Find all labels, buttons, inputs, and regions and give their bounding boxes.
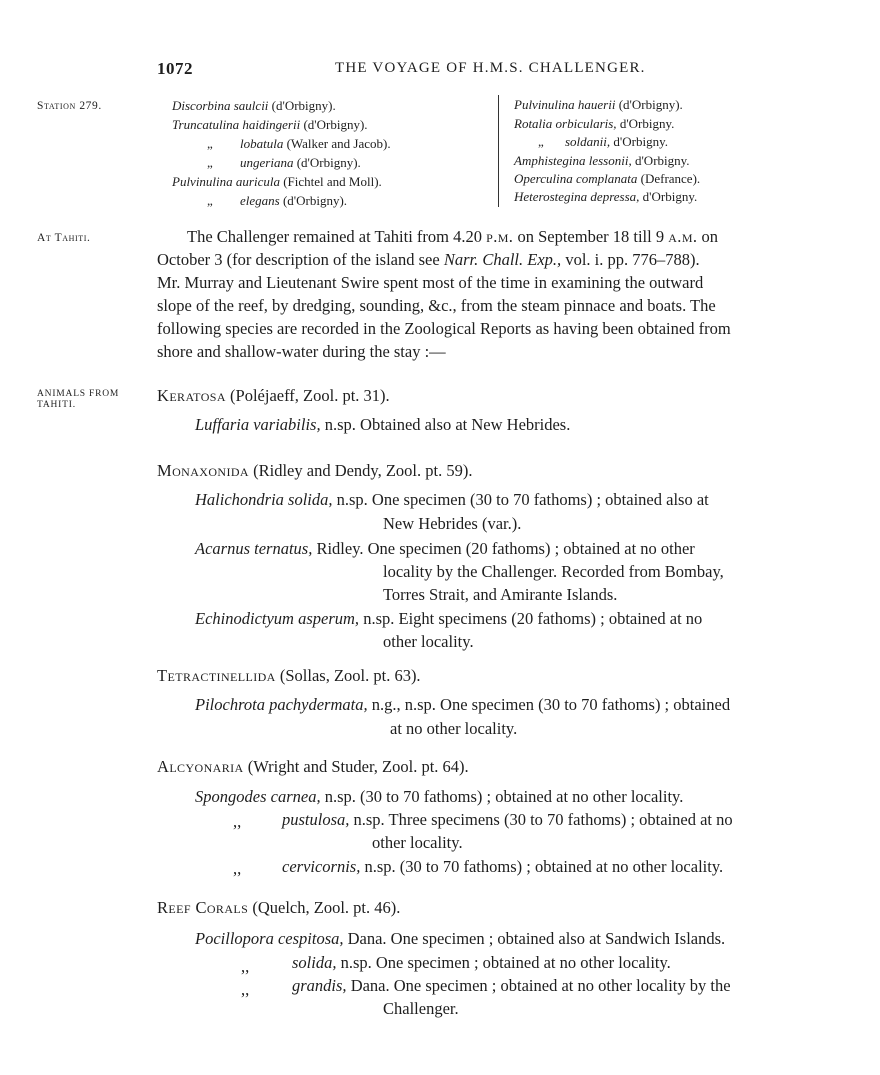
species-entry: Luffaria variabilis, n.sp. Obtained also at New Hebrides. [195,415,571,434]
species-continuation: Challenger. [383,999,459,1018]
species-continuation: other locality. [383,632,474,651]
species-continuation: New Hebrides (var.). [383,514,522,533]
species-entry: pustulosa, n.sp. Three specimens (30 to 70 fathoms) ; obtained at no [282,810,733,829]
species-entry: „ [538,134,544,149]
species-entry: Halichondria solida, n.sp. One specimen (30 to 70 fathoms) ; obtained also at [195,490,709,509]
paragraph-line: following species are recorded in the Zoological Reports as having been obtained from [157,319,731,338]
page-number: 1072 [157,59,193,78]
group-heading: Alcyonaria (Wright and Studer, Zool. pt. 64). [157,757,469,776]
species-continuation: at no other locality. [390,719,518,738]
species-entry: elegans (d'Orbigny). [240,193,348,208]
species-entry: Heterostegina depressa, d'Orbigny. [514,189,698,204]
species-entry: „ [207,136,213,151]
species-entry: Spongodes carnea, n.sp. (30 to 70 fathoms) ; obtained at no other locality. [195,787,684,806]
species-entry: Amphistegina lessonii, d'Orbigny. [514,153,690,168]
species-entry: Truncatulina haidingerii (d'Orbigny). [172,117,368,132]
animals-side-label: ANIMALS FROM TAHITI. [37,389,120,410]
species-entry: Rotalia orbicularis, d'Orbigny. [514,116,675,131]
group-heading: Reef Corals (Quelch, Zool. pt. 46). [157,898,401,917]
paragraph-line: shore and shallow-water during the stay :— [157,342,446,361]
column-divider [498,95,499,207]
species-entry: ungeriana (d'Orbigny). [240,155,361,170]
species-entry: grandis, Dana. One specimen ; obtained at no other locality by the [292,976,731,995]
ditto-mark: ,, [241,980,250,999]
ditto-mark: ,, [241,957,250,976]
group-heading: Monaxonida (Ridley and Dendy, Zool. pt. 59). [157,461,473,480]
tahiti-side-label: At Tahiti. [37,232,91,244]
species-entry: Echinodictyum asperum, n.sp. Eight specimens (20 fathoms) ; obtained at no [195,609,703,628]
species-entry: Pocillopora cespitosa, Dana. One specimen ; obtained also at Sandwich Islands. [195,929,726,948]
species-entry: Pilochrota pachydermata, n.g., n.sp. One specimen (30 to 70 fathoms) ; obtained [195,695,731,714]
running-title: THE VOYAGE OF H.M.S. CHALLENGER. [335,60,646,76]
species-continuation: Torres Strait, and Amirante Islands. [383,585,618,604]
group-heading: Keratosa (Poléjaeff, Zool. pt. 31). [157,386,390,405]
species-continuation: other locality. [372,833,463,852]
species-entry: Operculina complanata (Defrance). [514,171,701,186]
species-entry: soldanii, d'Orbigny. [565,134,668,149]
species-entry: Acarnus ternatus, Ridley. One specimen (20 fathoms) ; obtained at no other [195,539,695,558]
species-entry: „ [207,193,213,208]
species-entry: Discorbina saulcii (d'Orbigny). [172,98,336,113]
species-entry: cervicornis, n.sp. (30 to 70 fathoms) ; obtained at no other locality. [282,857,724,876]
species-entry: Pulvinulina hauerii (d'Orbigny). [514,97,683,112]
group-heading: Tetractinellida (Sollas, Zool. pt. 63). [157,666,421,685]
species-entry: lobatula (Walker and Jacob). [240,136,391,151]
paragraph-line: October 3 (for description of the island see Narr. Chall. Exp., vol. i. pp. 776–788). [157,250,700,269]
species-continuation: locality by the Challenger. Recorded from Bombay, [383,562,724,581]
paragraph-line: Mr. Murray and Lieutenant Swire spent most of the time in examining the outward [157,273,704,292]
species-entry: Pulvinulina auricula (Fichtel and Moll). [172,174,382,189]
ditto-mark: ,, [233,859,242,878]
station-label: Station 279. [37,100,102,112]
ditto-mark: ,, [233,812,242,831]
species-entry: solida, n.sp. One specimen ; obtained at no other locality. [292,953,671,972]
species-entry: „ [207,155,213,170]
paragraph-line: The Challenger remained at Tahiti from 4.20 p.m. on September 18 till 9 a.m. on [187,227,719,246]
paragraph-line: slope of the reef, by dredging, sounding, &c., from the steam pinnace and boats. The [157,296,716,315]
